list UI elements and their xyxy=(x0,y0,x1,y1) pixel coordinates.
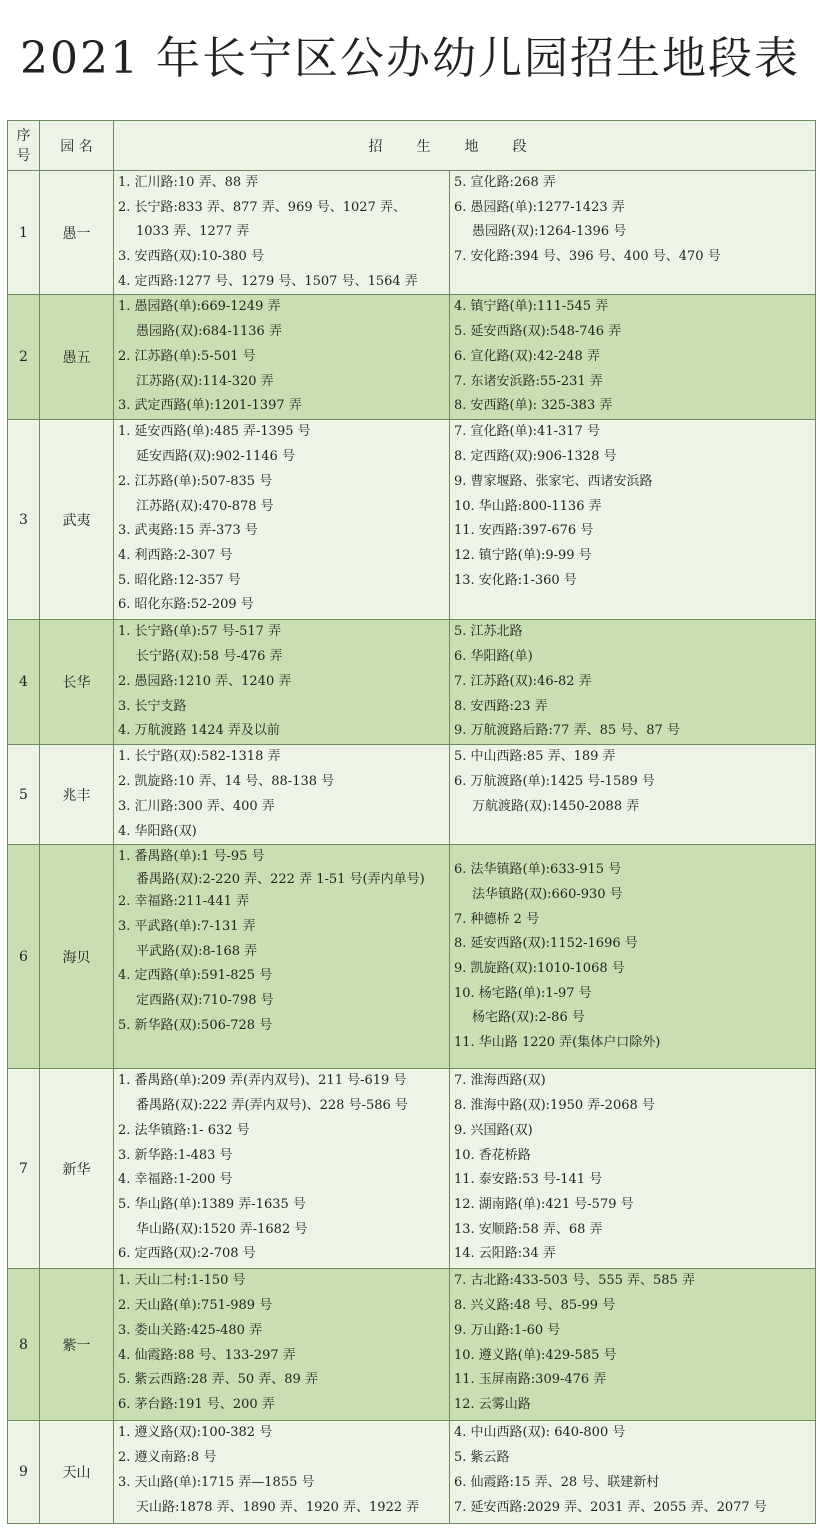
area-entry: 6. 茅台路:191 号、200 弄 xyxy=(118,1396,275,1412)
area-entry: 愚园路(双):1264-1396 号 xyxy=(472,224,627,240)
area-entry: 延安西路(双):902-1146 号 xyxy=(136,449,295,465)
header-seq xyxy=(8,121,40,171)
area-entry: 2. 凯旋路:10 弄、14 号、88-138 号 xyxy=(118,774,335,790)
right-area-list xyxy=(450,171,816,295)
area-entry: 4. 华阳路(双) xyxy=(118,823,197,839)
area-entry: 2. 江苏路(单):5-501 号 xyxy=(118,348,256,364)
area-entry: 法华镇路(双):660-930 号 xyxy=(472,886,623,902)
kindergarten-name: 愚一 xyxy=(40,171,114,295)
area-entry: 2. 长宁路:833 弄、877 弄、969 号、1027 弄、 xyxy=(118,199,406,215)
area-entry: 6. 定西路(双):2-708 号 xyxy=(118,1246,256,1262)
area-entry: 10. 香花桥路 xyxy=(454,1147,531,1163)
header-name: 园 名 xyxy=(40,121,114,171)
area-entry: 3. 武夷路:15 弄-373 号 xyxy=(118,523,258,539)
area-entry: 4. 定西路(单):591-825 号 xyxy=(118,968,273,984)
area-entry: 8. 定西路(双):906-1328 号 xyxy=(454,449,617,465)
right-area-list xyxy=(450,1269,816,1421)
left-area-list xyxy=(114,1269,450,1421)
area-entry: 8. 兴义路:48 号、85-99 号 xyxy=(454,1298,616,1314)
table-row xyxy=(8,420,816,620)
area-entry: 5. 中山西路:85 弄、189 弄 xyxy=(454,749,616,765)
header-area-label: 招生地段 xyxy=(368,138,561,155)
right-area-list xyxy=(450,1421,816,1524)
area-entry: 9. 曹家堰路、张家宅、西诸安浜路 xyxy=(454,473,653,489)
area-entry: 3. 汇川路:300 弄、400 弄 xyxy=(118,798,275,814)
area-entry: 3. 娄山关路:425-480 弄 xyxy=(118,1322,263,1338)
left-area-list xyxy=(114,171,450,295)
area-entry: 3. 武定西路(单):1201-1397 弄 xyxy=(118,398,302,414)
right-area-list xyxy=(450,845,816,1069)
area-entry: 4. 幸福路:1-200 号 xyxy=(118,1172,233,1188)
table-row xyxy=(8,1069,816,1269)
row-number: 9 xyxy=(8,1421,40,1524)
area-entry: 6. 昭化东路:52-209 号 xyxy=(118,597,254,613)
area-entry: 14. 云阳路:34 弄 xyxy=(454,1246,556,1262)
area-entry: 华山路(双):1520 弄-1682 号 xyxy=(136,1221,308,1237)
area-entry: 6. 法华镇路(单):633-915 号 xyxy=(454,862,622,878)
area-entry: 9. 万航渡路后路:77 弄、85 号、87 号 xyxy=(454,723,680,739)
area-entry: 7. 安化路:394 号、396 号、400 号、470 号 xyxy=(454,249,721,265)
area-entry: 3. 新华路:1-483 号 xyxy=(118,1147,233,1163)
area-entry: 1. 愚园路(单):669-1249 弄 xyxy=(118,299,281,315)
row-number: 2 xyxy=(8,295,40,420)
area-entry: 7. 种德桥 2 号 xyxy=(454,911,540,927)
area-entry: 万航渡路(双):1450-2088 弄 xyxy=(472,798,640,814)
area-entry: 13. 安顺路:58 弄、68 弄 xyxy=(454,1221,603,1237)
kindergarten-name: 兆丰 xyxy=(40,745,114,845)
row-number: 3 xyxy=(8,420,40,620)
area-entry: 7. 古北路:433-503 号、555 弄、585 弄 xyxy=(454,1273,695,1289)
area-entry: 11. 华山路 1220 弄(集体户口除外) xyxy=(454,1035,661,1050)
area-entry: 2. 法华镇路:1- 632 号 xyxy=(118,1122,250,1138)
area-entry: 7. 东诸安浜路:55-231 弄 xyxy=(454,373,603,389)
area-entry: 番禺路(双):2-220 弄、222 弄 1-51 号(弄内单号) xyxy=(136,872,425,888)
table-row xyxy=(8,745,816,845)
left-area-list xyxy=(114,420,450,620)
area-entry: 11. 玉屏南路:309-476 弄 xyxy=(454,1372,607,1388)
area-entry: 7. 淮海西路(双) xyxy=(454,1073,546,1089)
area-entry: 长宁路(双):58 号-476 弄 xyxy=(136,649,283,665)
kindergarten-name: 长华 xyxy=(40,620,114,745)
area-entry: 5. 紫云西路:28 弄、50 弄、89 弄 xyxy=(118,1372,318,1388)
right-area-list xyxy=(450,620,816,745)
area-entry: 9. 兴国路(双) xyxy=(454,1122,533,1138)
area-entry: 8. 淮海中路(双):1950 弄-2068 号 xyxy=(454,1098,655,1114)
table-header-row xyxy=(8,121,816,171)
area-entry: 4. 利西路:2-307 号 xyxy=(118,547,233,563)
area-entry: 江苏路(双):470-878 号 xyxy=(136,498,274,514)
area-entry: 5. 紫云路 xyxy=(454,1450,510,1466)
area-entry: 5. 华山路(单):1389 弄-1635 号 xyxy=(118,1196,306,1212)
enrollment-table xyxy=(7,120,816,1524)
area-entry: 4. 仙霞路:88 号、133-297 弄 xyxy=(118,1347,296,1363)
area-entry: 1. 长宁路(单):57 号-517 弄 xyxy=(118,624,282,640)
area-entry: 12. 云雾山路 xyxy=(454,1396,531,1412)
table-row xyxy=(8,1269,816,1421)
area-entry: 5. 昭化路:12-357 号 xyxy=(118,572,241,588)
area-entry: 1. 番禺路(单):209 弄(弄内双号)、211 号-619 号 xyxy=(118,1073,407,1089)
left-area-list xyxy=(114,1421,450,1524)
area-entry: 天山路:1878 弄、1890 弄、1920 弄、1922 弄 xyxy=(136,1499,420,1515)
area-entry: 5. 宣化路:268 弄 xyxy=(454,175,556,190)
area-entry: 1. 遵义路(双):100-382 号 xyxy=(118,1425,273,1441)
right-area-list xyxy=(450,1069,816,1269)
header-area xyxy=(114,121,816,171)
area-entry: 3. 平武路(单):7-131 弄 xyxy=(118,918,256,934)
left-area-list xyxy=(114,745,450,845)
row-number: 1 xyxy=(8,171,40,295)
area-entry: 11. 安西路:397-676 号 xyxy=(454,523,594,539)
area-entry: 1. 延安西路(单):485 弄-1395 号 xyxy=(118,424,311,440)
area-entry: 3. 天山路(单):1715 弄—1855 号 xyxy=(118,1474,315,1490)
row-number: 6 xyxy=(8,845,40,1069)
area-entry: 8. 安西路:23 弄 xyxy=(454,698,548,714)
left-area-list xyxy=(114,295,450,420)
kindergarten-name: 愚五 xyxy=(40,295,114,420)
table-row xyxy=(8,620,816,745)
right-area-list xyxy=(450,420,816,620)
area-entry: 4. 镇宁路(单):111-545 弄 xyxy=(454,299,609,315)
area-entry: 定西路(双):710-798 号 xyxy=(136,992,274,1008)
area-entry: 7. 延安西路:2029 弄、2031 弄、2055 弄、2077 号 xyxy=(454,1499,767,1515)
area-entry: 6. 愚园路(单):1277-1423 弄 xyxy=(454,199,625,215)
area-entry: 9. 凯旋路(双):1010-1068 号 xyxy=(454,960,625,976)
area-entry: 2. 幸福路:211-441 弄 xyxy=(118,894,250,910)
table-row xyxy=(8,295,816,420)
area-entry: 3. 安西路(双):10-380 号 xyxy=(118,249,264,265)
area-entry: 6. 万航渡路(单):1425 号-1589 号 xyxy=(454,774,655,790)
area-entry: 5. 延安西路(双):548-746 弄 xyxy=(454,324,622,340)
area-entry: 4. 万航渡路 1424 弄及以前 xyxy=(118,723,280,739)
area-entry: 10. 遵义路(单):429-585 号 xyxy=(454,1347,617,1363)
area-entry: 2. 江苏路(单):507-835 号 xyxy=(118,473,273,489)
area-entry: 愚园路(双):684-1136 弄 xyxy=(136,324,282,340)
area-entry: 番禺路(双):222 弄(弄内双号)、228 号-586 号 xyxy=(136,1098,408,1114)
left-area-list xyxy=(114,845,450,1069)
area-entry: 8. 安西路(单): 325-383 弄 xyxy=(454,398,613,414)
header-seq-label: 序 号 xyxy=(16,127,31,164)
row-number: 5 xyxy=(8,745,40,845)
area-entry: 7. 宣化路(单):41-317 号 xyxy=(454,424,600,440)
area-entry: 4. 定西路:1277 号、1279 号、1507 号、1564 弄 xyxy=(118,273,418,289)
table-row xyxy=(8,845,816,1069)
area-entry: 7. 江苏路(双):46-82 弄 xyxy=(454,673,592,689)
table-row xyxy=(8,1421,816,1524)
kindergarten-name: 新华 xyxy=(40,1069,114,1269)
row-number: 7 xyxy=(8,1069,40,1269)
area-entry: 10. 华山路:800-1136 弄 xyxy=(454,498,602,514)
kindergarten-name: 天山 xyxy=(40,1421,114,1524)
area-entry: 2. 遵义南路:8 号 xyxy=(118,1450,217,1466)
area-entry: 12. 镇宁路(单):9-99 号 xyxy=(454,547,592,563)
area-entry: 10. 杨宅路(单):1-97 号 xyxy=(454,985,592,1001)
area-entry: 11. 泰安路:53 号-141 号 xyxy=(454,1172,603,1188)
area-entry: 2. 愚园路:1210 弄、1240 弄 xyxy=(118,673,292,689)
kindergarten-name: 海贝 xyxy=(40,845,114,1069)
area-entry: 8. 延安西路(双):1152-1696 号 xyxy=(454,936,638,952)
area-entry: 1. 汇川路:10 弄、88 弄 xyxy=(118,175,259,190)
row-number: 4 xyxy=(8,620,40,745)
area-entry: 平武路(双):8-168 弄 xyxy=(136,943,258,959)
right-area-list xyxy=(450,295,816,420)
area-entry: 6. 华阳路(单) xyxy=(454,649,533,665)
area-entry: 1. 天山二村:1-150 号 xyxy=(118,1273,246,1289)
area-entry: 12. 湖南路(单):421 号-579 号 xyxy=(454,1196,634,1212)
left-area-list xyxy=(114,620,450,745)
area-entry: 2. 天山路(单):751-989 号 xyxy=(118,1298,273,1314)
row-number: 8 xyxy=(8,1269,40,1421)
area-entry: 杨宅路(双):2-86 号 xyxy=(472,1010,585,1026)
area-entry: 1. 长宁路(双):582-1318 弄 xyxy=(118,749,281,765)
page-title: 2021 年长宁区公办幼儿园招生地段表 xyxy=(20,33,800,84)
left-area-list xyxy=(114,1069,450,1269)
kindergarten-name: 武夷 xyxy=(40,420,114,620)
kindergarten-name: 紫一 xyxy=(40,1269,114,1421)
table-row xyxy=(8,171,816,295)
area-entry: 9. 万山路:1-60 号 xyxy=(454,1322,561,1338)
area-entry: 1. 番禺路(单):1 号-95 号 xyxy=(118,849,265,865)
area-entry: 5. 江苏北路 xyxy=(454,624,523,640)
right-area-list xyxy=(450,745,816,845)
area-entry: 1033 弄、1277 弄 xyxy=(136,224,250,240)
area-entry: 13. 安化路:1-360 号 xyxy=(454,572,577,588)
area-entry: 5. 新华路(双):506-728 号 xyxy=(118,1017,273,1033)
area-entry: 4. 中山西路(双): 640-800 号 xyxy=(454,1425,626,1441)
area-entry: 6. 宣化路(双):42-248 弄 xyxy=(454,348,600,364)
area-entry: 江苏路(双):114-320 弄 xyxy=(136,373,274,389)
area-entry: 3. 长宁支路 xyxy=(118,698,187,714)
area-entry: 6. 仙霞路:15 弄、28 号、联建新村 xyxy=(454,1474,660,1490)
